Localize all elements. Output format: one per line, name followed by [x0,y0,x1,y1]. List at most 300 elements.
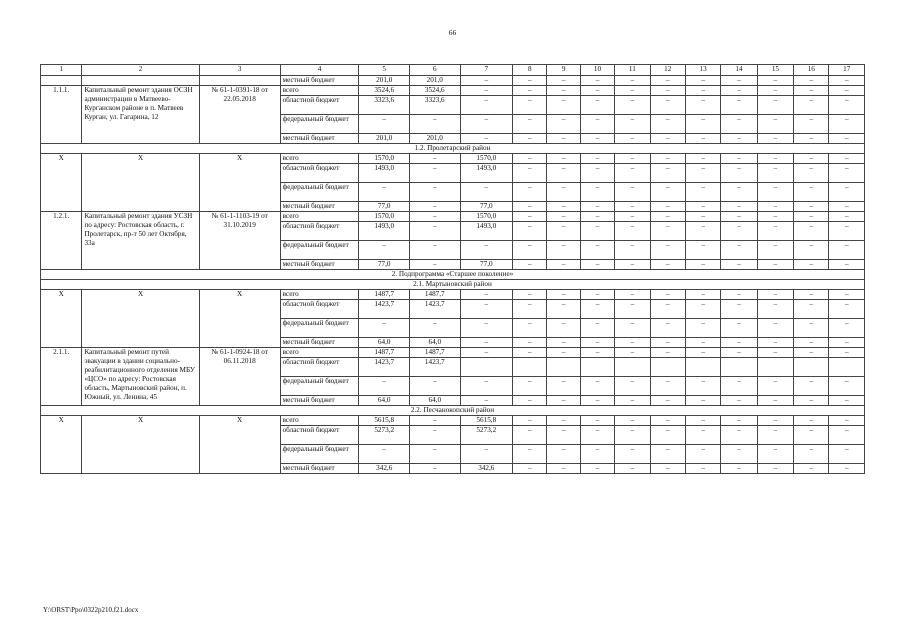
budget-source: всего [280,86,359,96]
table-cell [513,358,547,377]
column-header: 3 [199,65,280,76]
table-cell: – [650,202,685,212]
table-cell: – [650,260,685,270]
table-cell: – [547,154,580,164]
budget-source: областной бюджет [280,300,359,319]
table-cell: 1493,0 [359,222,410,241]
table-cell: – [829,76,865,86]
table-cell: – [757,377,793,396]
table-cell [547,358,580,377]
table-cell: – [757,416,793,426]
table-cell: – [460,319,513,338]
table-cell: – [829,416,865,426]
table-cell: – [460,300,513,319]
table-cell: – [794,212,829,222]
table-cell: – [794,164,829,183]
table-cell: 201,0 [359,76,410,86]
table-cell: – [580,202,614,212]
file-path-footer: Y:\ORST\Ppo\0322p210.f21.docx [43,606,139,614]
section-title: 2. Подпрограмма «Старшее поколение» [41,270,865,280]
table-cell: 5615,8 [460,416,513,426]
table-cell: – [829,338,865,348]
table-cell: 1487,7 [409,290,460,300]
table-cell: – [757,396,793,406]
item-number: 2.1.1. [41,348,82,406]
table-cell: – [359,319,410,338]
table-cell: – [650,241,685,260]
table-cell: – [547,134,580,144]
table-cell: – [685,164,720,183]
table-cell: – [650,464,685,474]
table-cell: – [685,426,720,445]
table-cell: – [685,445,720,464]
table-cell: 1487,7 [409,348,460,358]
table-cell: – [721,86,757,96]
table-cell: – [547,202,580,212]
table-cell: – [685,96,720,115]
table-cell: – [580,115,614,134]
table-row [41,348,865,358]
table-cell: – [513,416,547,426]
table-cell: – [685,154,720,164]
table-cell [82,76,199,86]
item-description: Капитальный ремонт путей эвакуации в здании социально-реабилитационного отделения МБУ «ЦСО» по адресу: Ростовская область, Мартыновский район, п. Южный, ул. Ленина, 45 [82,348,199,406]
table-cell: – [794,86,829,96]
table-cell: – [615,222,650,241]
budget-source: федеральный бюджет [280,241,359,260]
budget-source: областной бюджет [280,222,359,241]
column-header: 4 [280,65,359,76]
table-cell: 1570,0 [359,212,410,222]
budget-source: областной бюджет [280,96,359,115]
table-cell: 342,6 [460,464,513,474]
table-cell: – [650,86,685,96]
table-cell [829,358,865,377]
table-cell: – [580,319,614,338]
table-cell: – [721,290,757,300]
table-row [41,290,865,300]
budget-source: федеральный бюджет [280,115,359,134]
table-cell: – [650,416,685,426]
table-cell: – [460,445,513,464]
table-cell: – [409,416,460,426]
table-cell: – [580,76,614,86]
table-cell: – [757,464,793,474]
table-cell: – [685,76,720,86]
table-cell: – [615,115,650,134]
budget-source: федеральный бюджет [280,377,359,396]
table-cell [199,76,280,86]
item-number: Х [41,290,82,348]
table-cell: – [829,212,865,222]
budget-source: всего [280,154,359,164]
table-cell [460,358,513,377]
table-cell: – [580,377,614,396]
table-cell: – [757,222,793,241]
table-cell: – [721,164,757,183]
table-cell: – [757,241,793,260]
column-header: 13 [685,65,720,76]
table-cell: 77,0 [359,202,410,212]
budget-source: областной бюджет [280,164,359,183]
column-header: 7 [460,65,513,76]
table-cell: – [794,260,829,270]
section-title: 2.2. Песчанокопский район [41,406,865,416]
table-cell: – [794,183,829,202]
table-cell: – [794,416,829,426]
table-cell: – [513,300,547,319]
item-document: № 61-1-0391-18 от 22.05.2018 [199,86,280,144]
budget-source: всего [280,416,359,426]
item-number: 1.1.1. [41,86,82,144]
table-cell: – [794,115,829,134]
table-cell: – [685,260,720,270]
table-cell: – [615,377,650,396]
item-description: Х [82,290,199,348]
table-cell: – [547,222,580,241]
table-cell: – [513,290,547,300]
table-cell: 1570,0 [460,154,513,164]
table-cell: – [757,154,793,164]
section-row [41,270,865,280]
table-cell: – [409,154,460,164]
table-cell: 1570,0 [460,212,513,222]
table-cell: – [721,416,757,426]
table-cell: – [409,319,460,338]
table-cell: 342,6 [359,464,410,474]
table-cell: – [547,241,580,260]
table-cell: – [547,377,580,396]
header-row [41,65,865,76]
table-cell: – [580,396,614,406]
table-cell: – [650,319,685,338]
table-cell: – [580,164,614,183]
column-header: 14 [721,65,757,76]
table-cell: – [615,134,650,144]
table-cell: – [513,445,547,464]
table-cell: – [547,212,580,222]
column-header: 6 [409,65,460,76]
table-cell: 64,0 [359,396,410,406]
table-cell: – [547,464,580,474]
table-cell: – [685,319,720,338]
table-cell: – [650,96,685,115]
table-cell: – [615,202,650,212]
table-cell: – [650,290,685,300]
table-cell: – [721,115,757,134]
table-cell: – [650,115,685,134]
budget-source: федеральный бюджет [280,183,359,202]
table-cell: 3323,6 [359,96,410,115]
table-cell: – [794,290,829,300]
table-cell: – [721,134,757,144]
table-cell: – [829,396,865,406]
table-cell [650,358,685,377]
column-header: 11 [615,65,650,76]
table-cell: – [513,222,547,241]
budget-source: областной бюджет [280,358,359,377]
table-row [41,416,865,426]
table-cell: – [829,260,865,270]
table-cell: – [757,202,793,212]
table-cell: – [615,260,650,270]
table-cell: – [685,86,720,96]
table-cell: – [757,445,793,464]
table-cell: – [757,134,793,144]
table-cell: – [685,290,720,300]
table-cell: – [829,377,865,396]
table-cell: – [580,464,614,474]
table-cell: – [547,319,580,338]
table-cell: – [513,164,547,183]
table-cell: – [547,416,580,426]
table-cell: – [650,164,685,183]
table-cell: – [547,445,580,464]
table-cell: – [650,76,685,86]
table-cell: – [721,241,757,260]
table-cell: – [757,96,793,115]
table-cell: 3323,6 [409,96,460,115]
table-cell: – [615,164,650,183]
table-cell: – [721,348,757,358]
item-document: № 61-1-1103-19 от 31.10.2019 [199,212,280,270]
table-cell: – [650,445,685,464]
budget-source: всего [280,212,359,222]
table-cell: – [650,377,685,396]
table-cell: – [829,222,865,241]
table-row [41,76,865,86]
item-description: Капитальный ремонт здания УСЗН по адресу: Ростовская область, г. Пролетарск, пр-т 50 лет Октября, 33а [82,212,199,270]
table-cell: – [460,96,513,115]
table-cell: – [580,241,614,260]
table-cell: – [650,154,685,164]
table-cell: – [721,445,757,464]
table-cell: – [721,300,757,319]
table-cell: – [547,76,580,86]
table-cell: – [650,222,685,241]
table-cell: 1423,7 [359,358,410,377]
table-body [41,65,865,474]
table-cell: – [615,76,650,86]
table-cell: – [460,338,513,348]
table-cell: – [409,260,460,270]
table-cell: – [721,202,757,212]
table-cell: – [757,260,793,270]
table-cell: – [460,183,513,202]
table-cell: 64,0 [359,338,410,348]
item-number: Х [41,416,82,474]
table-cell: – [409,212,460,222]
table-cell: – [615,212,650,222]
table-cell: – [650,426,685,445]
table-cell: – [794,222,829,241]
table-cell: – [580,290,614,300]
table-cell: – [460,241,513,260]
table-cell: – [460,348,513,358]
table-cell: 201,0 [409,134,460,144]
table-cell: – [757,164,793,183]
table-cell [685,358,720,377]
table-cell: – [721,338,757,348]
table-cell: – [547,164,580,183]
table-cell: – [580,134,614,144]
table-cell: – [615,445,650,464]
table-cell: – [547,86,580,96]
item-document: № 61-1-0924-18 от 06.11.2018 [199,348,280,406]
column-header: 10 [580,65,614,76]
column-header: 9 [547,65,580,76]
table-cell: – [615,86,650,96]
table-cell: – [757,212,793,222]
table-cell: – [685,202,720,212]
budget-source: местный бюджет [280,202,359,212]
table-cell: – [829,154,865,164]
table-cell: – [513,338,547,348]
table-cell: – [547,183,580,202]
table-cell: – [829,426,865,445]
table-cell: – [460,290,513,300]
table-cell: – [650,212,685,222]
table-cell: – [829,164,865,183]
budget-source: областной бюджет [280,426,359,445]
table-cell [615,358,650,377]
table-cell: – [359,445,410,464]
table-cell: – [615,319,650,338]
table-cell: – [615,96,650,115]
table-cell: – [615,416,650,426]
section-title: 1.2. Пролетарский район [41,144,865,154]
budget-source: местный бюджет [280,134,359,144]
table-cell: – [615,290,650,300]
column-header: 8 [513,65,547,76]
table-cell: – [513,86,547,96]
page-number: 66 [448,28,457,37]
table-cell: – [794,76,829,86]
table-cell: – [580,300,614,319]
table-cell: – [685,464,720,474]
table-cell: – [721,96,757,115]
budget-source: федеральный бюджет [280,319,359,338]
table-cell: – [409,241,460,260]
table-cell: – [359,241,410,260]
table-cell [41,76,82,86]
section-row [41,144,865,154]
table-cell: – [615,396,650,406]
table-cell: – [721,76,757,86]
table-cell: – [580,416,614,426]
table-cell: – [829,183,865,202]
table-cell: 1423,7 [409,358,460,377]
table-cell: – [685,183,720,202]
table-cell: – [615,154,650,164]
table-cell: 1487,7 [359,348,410,358]
table-cell: – [615,464,650,474]
section-title: 2.1. Мартыновский район [41,280,865,290]
item-description: Х [82,416,199,474]
table-cell: – [547,348,580,358]
table-cell: – [829,241,865,260]
table-cell: – [721,377,757,396]
table-cell: – [615,338,650,348]
table-cell: – [685,396,720,406]
budget-source: местный бюджет [280,260,359,270]
table-cell: – [547,260,580,270]
table-cell: – [794,241,829,260]
table-cell [794,358,829,377]
table-cell: – [409,202,460,212]
table-cell: – [409,377,460,396]
table-cell: – [829,348,865,358]
table-cell: – [513,464,547,474]
table-cell: – [794,348,829,358]
table-cell: – [721,183,757,202]
budget-source: местный бюджет [280,396,359,406]
table-cell: – [794,338,829,348]
table-cell: – [650,396,685,406]
table-cell: 1487,7 [359,290,410,300]
table-cell [757,358,793,377]
table-cell: 77,0 [460,202,513,212]
item-description: Капитальный ремонт здания ОСЗН администрации в Матвеево-Курганском районе в п. Матвеев Курган, ул. Гагарина, 12 [82,86,199,144]
table-cell: – [794,445,829,464]
table-cell: – [829,445,865,464]
table-row [41,86,865,96]
table-cell: – [547,115,580,134]
section-row [41,280,865,290]
table-cell: – [829,115,865,134]
table-cell: – [615,241,650,260]
table-cell: – [547,96,580,115]
table-cell: – [685,348,720,358]
table-cell: – [794,464,829,474]
table-cell: 1423,7 [359,300,410,319]
column-header: 16 [794,65,829,76]
table-cell: – [794,300,829,319]
table-cell: – [513,115,547,134]
table-cell: – [650,338,685,348]
table-cell: – [829,86,865,96]
table-cell: – [721,426,757,445]
table-cell: – [513,212,547,222]
table-cell: – [757,290,793,300]
item-number: Х [41,154,82,212]
budget-source: всего [280,348,359,358]
table-cell: – [685,300,720,319]
table-cell: – [409,445,460,464]
table-cell: – [580,445,614,464]
column-header: 1 [41,65,82,76]
column-header: 5 [359,65,410,76]
table-cell: – [409,222,460,241]
table-cell: – [650,183,685,202]
table-cell: – [615,300,650,319]
table-cell: – [794,134,829,144]
table-cell: – [685,134,720,144]
budget-source: местный бюджет [280,464,359,474]
table-cell: – [580,154,614,164]
table-cell: – [757,426,793,445]
table-cell: – [547,426,580,445]
table-cell [721,358,757,377]
table-cell: – [685,241,720,260]
table-cell: 64,0 [409,396,460,406]
table-cell: – [794,154,829,164]
table-cell: 5273,2 [359,426,410,445]
table-cell: – [580,96,614,115]
table-cell: – [685,338,720,348]
item-document: Х [199,290,280,348]
table-cell: – [650,348,685,358]
